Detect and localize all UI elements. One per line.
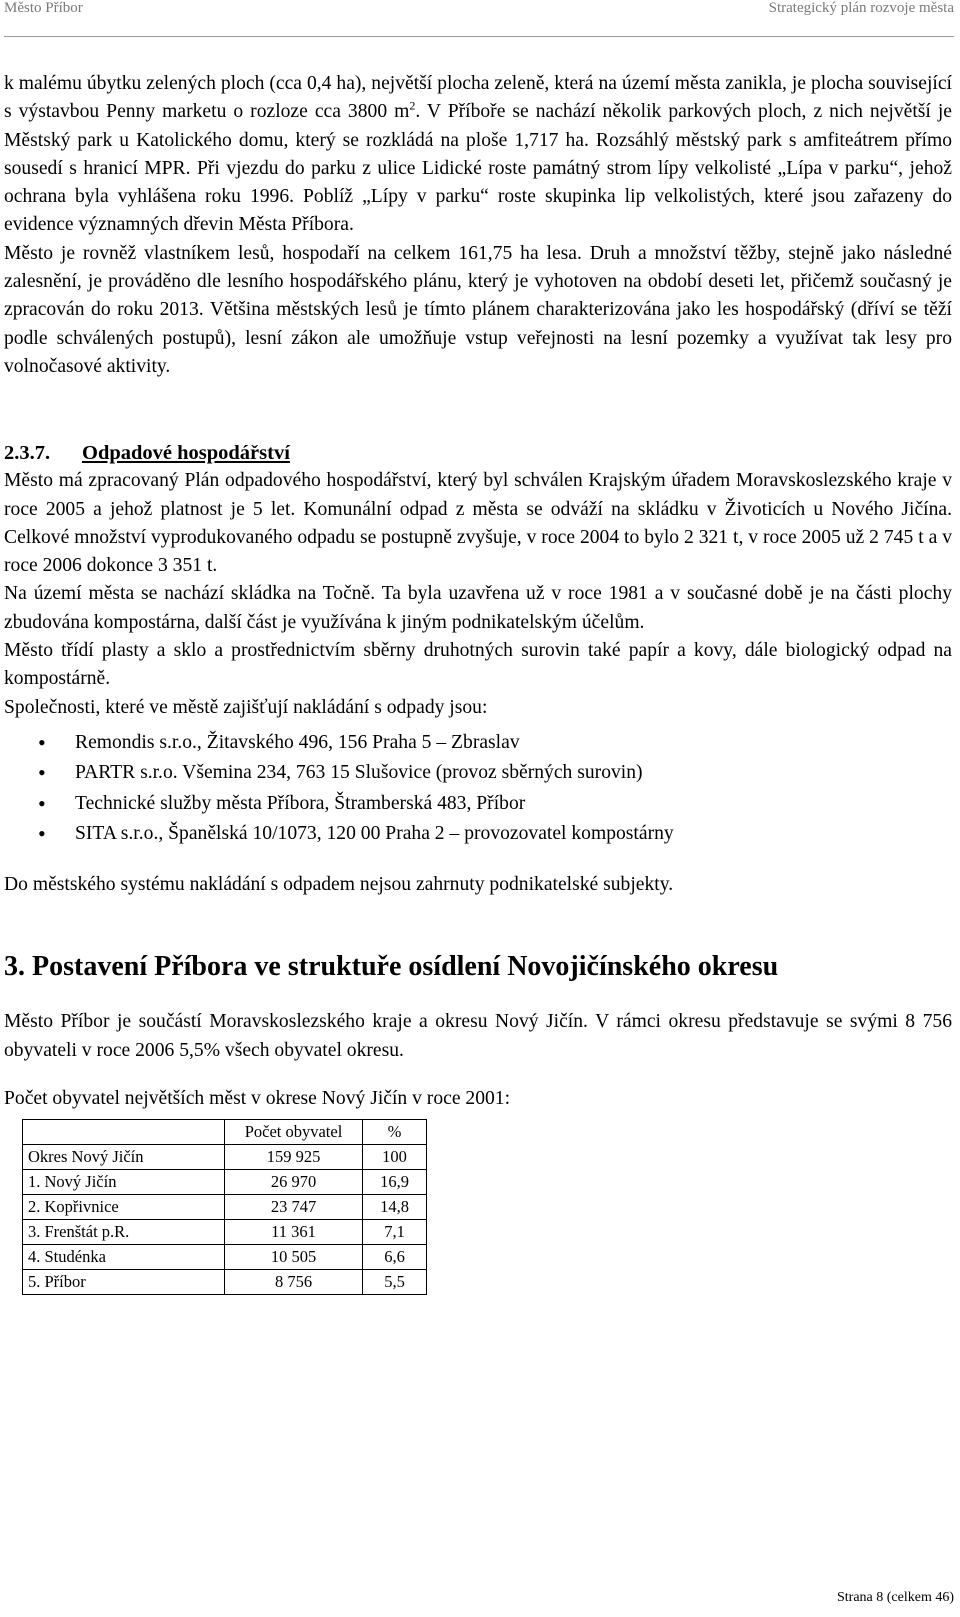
page-footer: Strana 8 (celkem 46) xyxy=(836,1590,954,1605)
paragraph-greenery-a: k malému úbytku zelených ploch (cca 0,4 ha), největší plocha zeleně, která na území města zanikla, je plocha související s výstavbou Penny marketu o rozloze cca 3800 m xyxy=(4,73,952,123)
paragraph-landfill: Na území města se nachází skládka na Točně. Ta byla uzavřena už v roce 1981 a v současné době je na části plochy zbudována kompostárna, další část je využívána k jiným podnikatelským účelům. xyxy=(4,583,952,633)
paragraph-greenery xyxy=(4,70,952,240)
list-item: • Remondis s.r.o., Žitavského 496, 156 Praha 5 – Zbraslav xyxy=(4,728,952,759)
table-row xyxy=(23,1245,427,1270)
table-cell: 159 925 xyxy=(225,1145,363,1170)
table-row xyxy=(23,1145,427,1170)
paragraph-sorting: Město třídí plasty a sklo a prostřednictvím sběrny druhotných surovin také papír a kovy, dále biologický odpad na kompostárně. xyxy=(4,640,952,690)
table-cell: 2. Kopřivnice xyxy=(23,1195,225,1220)
table-header-cell: Počet obyvatel xyxy=(225,1120,363,1145)
page-content xyxy=(4,70,952,1295)
paragraph-position: Město Příbor je součástí Moravskoslezského kraje a okresu Nový Jičín. V rámci okresu představuje se svými 8 756 obyvateli v roce 2006 5,5% všech obyvatel okresu. xyxy=(4,1011,952,1061)
table-cell: 100 xyxy=(363,1145,427,1170)
table-cell: 8 756 xyxy=(225,1270,363,1295)
table-cell: 4. Studénka xyxy=(23,1245,225,1270)
companies-list xyxy=(4,728,952,850)
list-item: • Technické služby města Příbora, Štramberská 483, Příbor xyxy=(4,789,952,820)
header-left: Město Příbor xyxy=(4,0,83,16)
table-cell: 14,8 xyxy=(363,1195,427,1220)
table-row xyxy=(23,1195,427,1220)
table-cell: 16,9 xyxy=(363,1170,427,1195)
table-cell: 26 970 xyxy=(225,1170,363,1195)
section-title: Odpadové hospodářství xyxy=(82,442,290,465)
list-item: • SITA s.r.o., Španělská 10/1073, 120 00 Praha 2 – provozovatel kompostárny xyxy=(4,819,952,850)
paragraph-excluded: Do městského systému nakládání s odpadem nejsou zahrnuty podnikatelské subjekty. xyxy=(4,873,674,895)
table-row xyxy=(23,1270,427,1295)
chapter-title: 3. Postavení Příbora ve struktuře osídlení Novojičínského okresu xyxy=(4,951,779,983)
table-cell: 5. Příbor xyxy=(23,1270,225,1295)
paragraph-forests: Město je rovněž vlastníkem lesů, hospodaří na celkem 161,75 ha lesa. Druh a množství těžby, stejně jako následné zalesnění, je prováděno dle lesního hospodářského plánu, který je vyhotoven na období deseti let, přičemž současný je zpracován do roku 2013. Většina městských lesů je tímto plánem charakterizována jako les hospodářský (dříví se těží podle schválených postupů), lesní zákon ale umožňuje vstup veřejnosti na lesní pozemky a využívat tak lesy pro volnočasové aktivity. xyxy=(4,242,952,377)
table-cell: 10 505 xyxy=(225,1245,363,1270)
list-item: • PARTR s.r.o. Všemina 234, 763 15 Slušovice (provoz sběrných surovin) xyxy=(4,758,952,789)
table-row xyxy=(23,1220,427,1245)
table-header-cell: % xyxy=(363,1120,427,1145)
table-cell: 5,5 xyxy=(363,1270,427,1295)
population-table xyxy=(22,1119,427,1295)
header-right: Strategický plán rozvoje města xyxy=(768,0,954,16)
table-caption: Počet obyvatel největších měst v okrese Nový Jičín v roce 2001: xyxy=(4,1087,511,1109)
table-cell: 3. Frenštát p.R. xyxy=(23,1220,225,1245)
table-cell: 6,6 xyxy=(363,1245,427,1270)
table-header-row xyxy=(23,1120,427,1145)
paragraph-greenery-b: . V Příbořе se nachází několik parkových ploch, z nich největší je Městský park u Katolického domu, který se rozkládá na ploše 1,717 ha. Rozsáhlý městský park s amfiteátrem přímo sousedí s hranicí MPR. Při vjezdu do parku z ulice Lidické roste památný strom lípy velkolisté „Lípa v parku“, jehož ochrana byla vyhlášena roku 1996. Poblíž „Lípy v parku“ roste skupinka lip velkolistých, které jsou zařazeny do evidence významných dřevin Města Příbora. xyxy=(4,101,952,236)
table-cell: 1. Nový Jičín xyxy=(23,1170,225,1195)
table-cell: 7,1 xyxy=(363,1220,427,1245)
table-cell: 23 747 xyxy=(225,1195,363,1220)
paragraph-companies-intro: Společnosti, které ve městě zajišťují nakládání s odpady jsou: xyxy=(4,696,488,718)
table-row xyxy=(23,1170,427,1195)
paragraph-waste-plan: Město má zpracovaný Plán odpadového hospodářství, který byl schválen Krajským úřadem Moravskoslezského kraje v roce 2005 a jehož platnost je 5 let. Komunální odpad z města se odváží na skládku v Životicích u Nového Jičína. Celkové množství vyprodukovaného odpadu se postupně zvyšuje, v roce 2004 to bylo 2 321 t, v roce 2005 už 2 745 t a v roce 2006 dokonce 3 351 t. xyxy=(4,470,952,577)
table-cell: 11 361 xyxy=(225,1220,363,1245)
section-heading xyxy=(4,439,952,467)
superscript-2: 2 xyxy=(409,98,416,113)
header-rule xyxy=(4,36,954,37)
section-number: 2.3.7. xyxy=(4,442,51,465)
table-header-cell xyxy=(23,1120,225,1145)
table-cell: Okres Nový Jičín xyxy=(23,1145,225,1170)
